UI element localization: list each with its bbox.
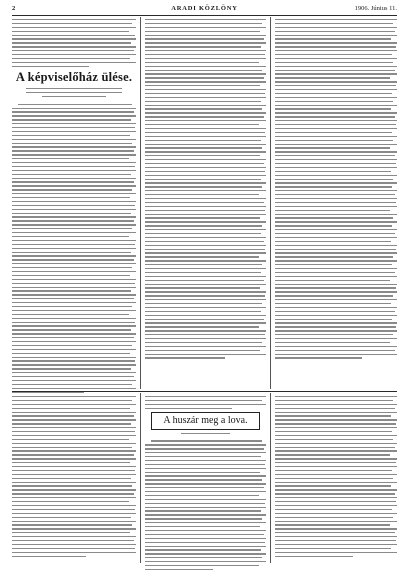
text-block-intro — [12, 19, 136, 67]
story-body — [145, 440, 266, 570]
article-title: A képviselőház ülése. — [15, 69, 133, 84]
lower-article-left — [12, 396, 136, 557]
page-number: 2 — [12, 5, 16, 12]
article-subtitle — [12, 88, 136, 97]
column-rule-right — [270, 17, 271, 389]
column-rule-lower-right — [270, 393, 271, 563]
column-upper-middle — [145, 19, 266, 361]
news-items — [275, 19, 397, 359]
article-body — [12, 104, 136, 393]
column-lower-left — [12, 396, 136, 559]
running-header — [12, 4, 397, 14]
article-body-continued — [145, 19, 266, 359]
column-lower-right — [275, 396, 397, 559]
column-rule-lower-left — [140, 393, 141, 563]
column-rule-left — [140, 17, 141, 389]
column-upper-left — [12, 19, 136, 395]
paper-title: ARADI KÖZLÖNY — [171, 5, 238, 12]
lower-article-middle — [145, 396, 266, 409]
header-rule — [12, 15, 397, 16]
issue-date: 1906. Június 11. — [354, 5, 397, 12]
column-upper-right — [275, 19, 397, 361]
story-continued — [275, 396, 397, 557]
story-byline — [145, 433, 266, 434]
story-title: A huszár meg a lova. — [151, 412, 260, 430]
column-lower-middle — [145, 396, 266, 573]
